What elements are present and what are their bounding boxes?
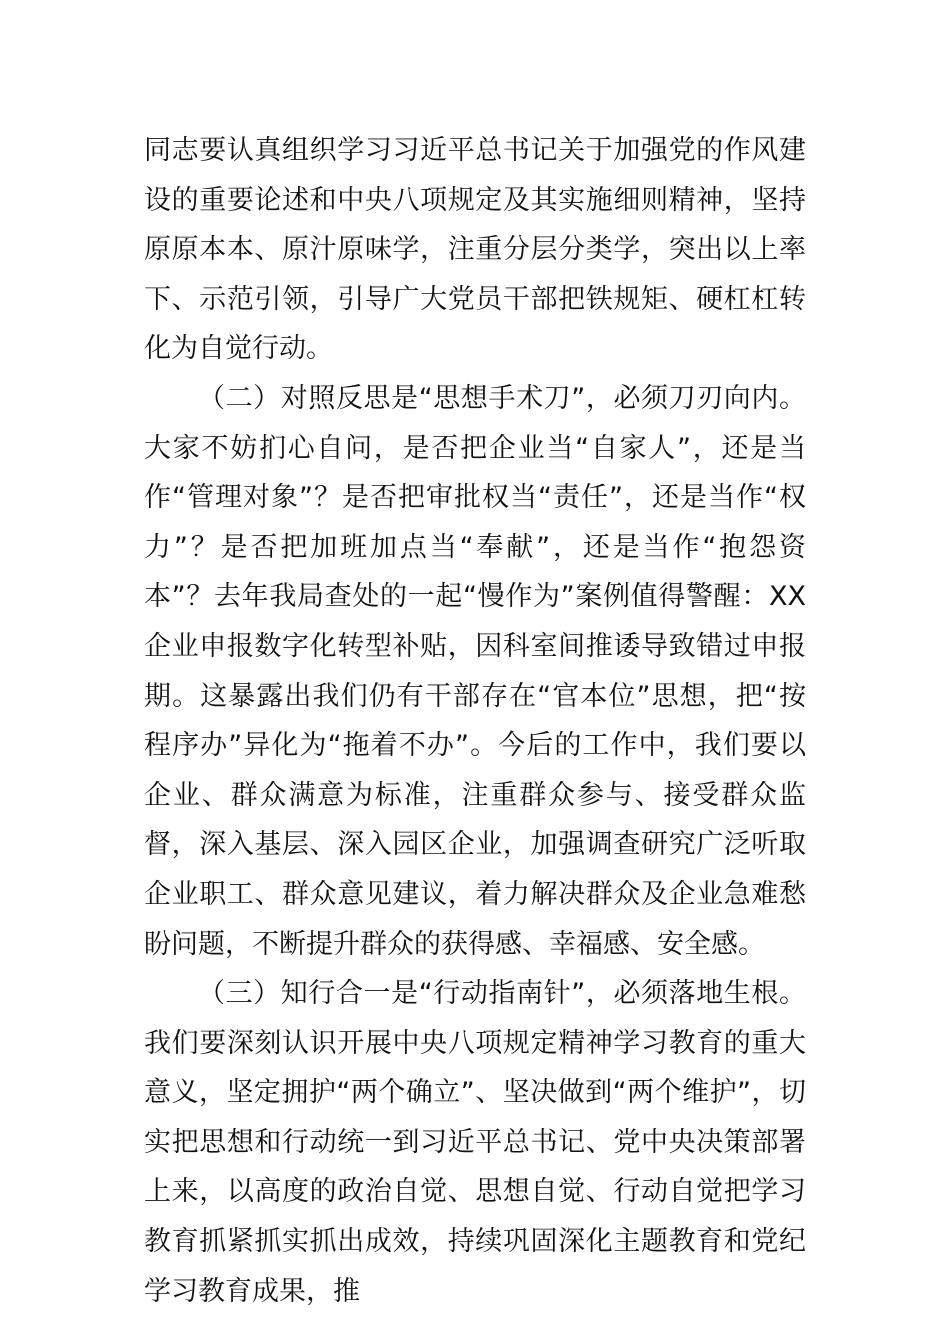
paragraph-continuation: 同志要认真组织学习习近平总书记关于加强党的作风建设的重要论述和中央八项规定及其实施细则精神，坚持原原本本、原汁原味学，注重分层分类学，突出以上率下、示范引领，引导广大党员干部把铁规矩、硬杠杠转化为自觉行动。: [144, 135, 806, 365]
paragraph-section-two: （二）对照反思是“思想手术刀”，必须刀刃向内。大家不妨扪心自问，是否把企业当“自家人”，还是当作“管理对象”？是否把审批权当“责任”，还是当作“权力”？是否把加班加点当“奉献”，还是当作“抱怨资本”？去年我局查处的一起“慢作为”案例值得警醒：XX 企业申报数字化转型补贴，因科室间推诿导致错过申报期。这暴露出我们仍有干部存在“官本位”思想，把“按程序办”异化为“拖着不办”。今后的工作中，我们要以企业、群众满意为标准，注重群众参与、接受群众监督，深入基层、深入园区企业，加强调查研究广泛听取企业职工、群众意见建议，着力解决群众及企业急难愁盼问题，不断提升群众的获得感、幸福感、安全感。: [144, 382, 806, 960]
paragraph-section-three: （三）知行合一是“行动指南针”，必须落地生根。我们要深刻认识开展中央八项规定精神学习教育的重大意义，坚定拥护“两个确立”、坚决做到“两个维护”，切实把思想和行动统一到习近平总书记、党中央决策部署上来，以高度的政治自觉、思想自觉、行动自觉把学习教育抓紧抓实抓出成效，持续巩固深化主题教育和党纪学习教育成果，推: [144, 978, 806, 1307]
document-body: [144, 126, 806, 1316]
